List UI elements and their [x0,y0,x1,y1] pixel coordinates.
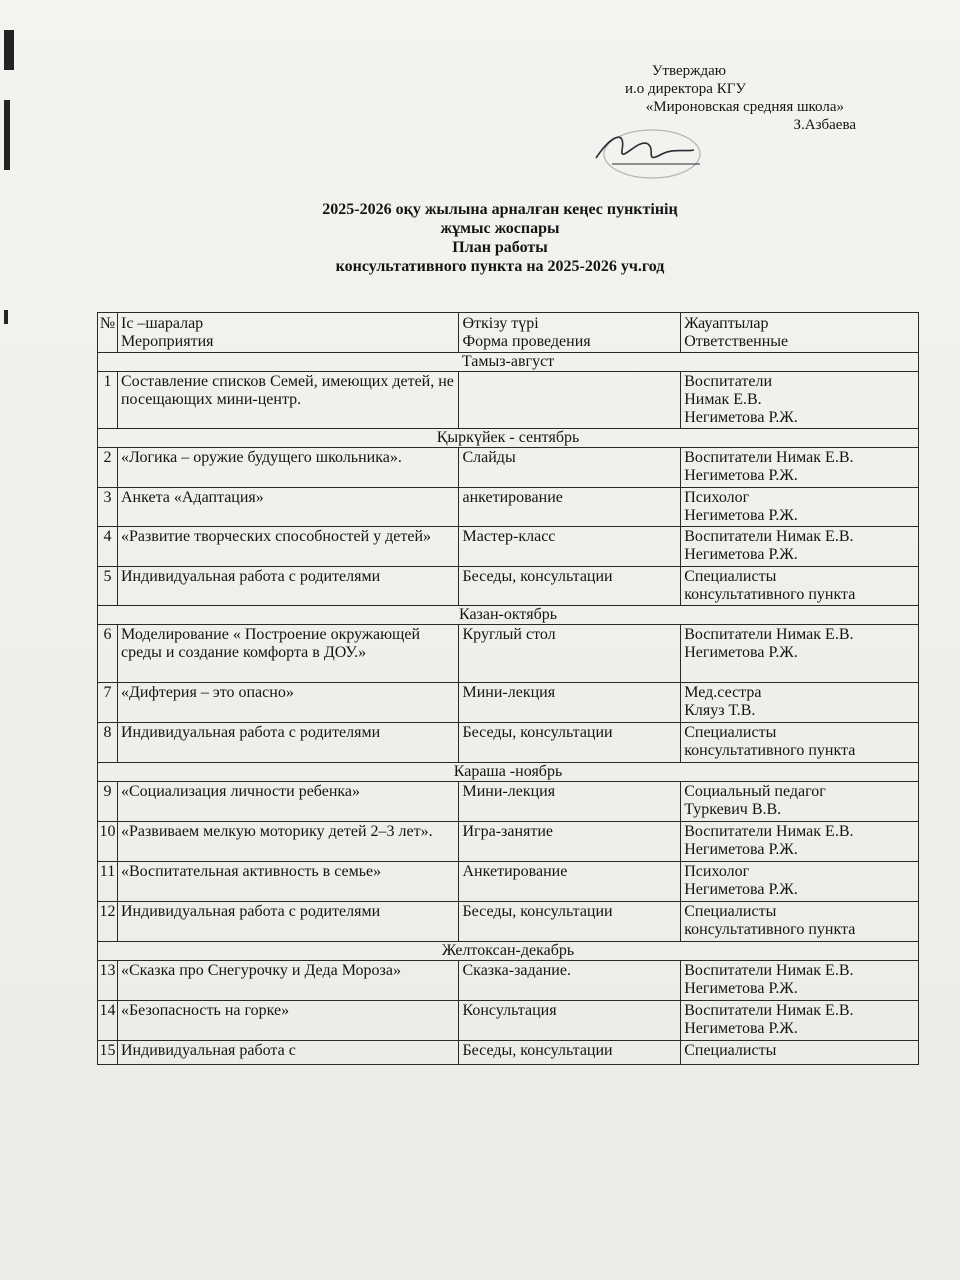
responsible-cell: Специалисты [681,1041,919,1065]
row-number: 1 [98,372,118,429]
plan-table [97,312,919,1065]
table-row [98,782,919,822]
event-cell: Индивидуальная работа с родителями [117,723,459,763]
row-number: 7 [98,683,118,723]
month-label: Казан-октябрь [98,606,919,625]
responsible-cell: Специалисты консультативного пункта [681,567,919,606]
event-cell: Индивидуальная работа с [117,1041,459,1065]
event-cell: Составление списков Семей, имеющих детей, не посещающих мини-центр. [117,372,459,429]
table-row [98,961,919,1001]
responsible-cell: Специалисты консультативного пункта [681,902,919,942]
row-number: 3 [98,488,118,527]
form-cell: Беседы, консультации [459,1041,681,1065]
scan-edge-mark [4,30,14,70]
row-number: 12 [98,902,118,942]
responsible-cell: Воспитатели Нимак Е.В. Негиметова Р.Ж. [681,822,919,862]
table-row [98,567,919,606]
event-cell: Индивидуальная работа с родителями [117,567,459,606]
column-header: Өткізу түрі Форма проведения [459,313,681,353]
responsible-cell: Воспитатели Нимак Е.В. Негиметова Р.Ж. [681,372,919,429]
row-number: 10 [98,822,118,862]
table-row [98,625,919,683]
responsible-cell: Воспитатели Нимак Е.В. Негиметова Р.Ж. [681,1001,919,1041]
row-number: 9 [98,782,118,822]
event-cell: Индивидуальная работа с родителями [117,902,459,942]
scan-edge-mark [4,310,8,324]
responsible-cell: Воспитатели Нимак Е.В. Негиметова Р.Ж. [681,961,919,1001]
title-line: консультативного пункта на 2025-2026 уч.год [335,258,665,275]
table-row [98,448,919,488]
column-header: № [98,313,118,353]
form-cell: Слайды [459,448,681,488]
responsible-cell: Воспитатели Нимак Е.В. Негиметова Р.Ж. [681,625,919,683]
form-cell: Беседы, консультации [459,567,681,606]
month-row [98,606,919,625]
row-number: 4 [98,527,118,567]
approval-line: и.о директора КГУ [625,81,746,97]
event-cell: «Безопасность на горке» [117,1001,459,1041]
month-row [98,942,919,961]
form-cell: Мини-лекция [459,782,681,822]
table-row [98,723,919,763]
approval-line: Утверждаю [651,63,726,79]
table-row [98,862,919,902]
month-label: Желтоксан-декабрь [98,942,919,961]
month-label: Караша -ноябрь [98,763,919,782]
form-cell: Мини-лекция [459,683,681,723]
month-label: Тамыз-август [98,353,919,372]
column-header: Жауаптылар Ответственные [681,313,919,353]
form-cell: Игра-занятие [459,822,681,862]
form-cell: Беседы, консультации [459,902,681,942]
event-cell: Анкета «Адаптация» [117,488,459,527]
form-cell [459,372,681,429]
form-cell: Сказка-задание. [459,961,681,1001]
form-cell: анкетирование [459,488,681,527]
event-cell: «Воспитательная активность в семье» [117,862,459,902]
title-line: План работы [452,239,548,256]
page-bottom [0,1150,960,1280]
row-number: 6 [98,625,118,683]
row-number: 11 [98,862,118,902]
responsible-cell: Мед.сестра Кляуз Т.В. [681,683,919,723]
responsible-cell: Социальный педагог Туркевич В.В. [681,782,919,822]
month-row [98,429,919,448]
approval-line: З.Азбаева [793,117,856,133]
row-number: 2 [98,448,118,488]
event-cell: «Дифтерия – это опасно» [117,683,459,723]
table-row [98,1041,919,1065]
table-row [98,488,919,527]
event-cell: «Развиваем мелкую моторику детей 2–3 лет». [117,822,459,862]
event-cell: «Логика – оружие будущего школьника». [117,448,459,488]
approval-line: «Мироновская средняя школа» [645,99,844,115]
table-row [98,527,919,567]
row-number: 8 [98,723,118,763]
responsible-cell: Психолог Негиметова Р.Ж. [681,488,919,527]
column-header: Іс –шаралар Мероприятия [117,313,459,353]
row-number: 14 [98,1001,118,1041]
row-number: 13 [98,961,118,1001]
event-cell: Моделирование « Построение окружающей среды и создание комфорта в ДОУ.» [117,625,459,683]
signature-stamp-icon [582,124,702,180]
title-line: жұмыс жоспары [440,220,560,237]
form-cell: Круглый стол [459,625,681,683]
document-title [230,200,770,276]
event-cell: «Развитие творческих способностей у детей» [117,527,459,567]
form-cell: Беседы, консультации [459,723,681,763]
event-cell: «Социализация личности ребенка» [117,782,459,822]
responsible-cell: Психолог Негиметова Р.Ж. [681,862,919,902]
form-cell: Консультация [459,1001,681,1041]
table-row [98,902,919,942]
table-header-row [98,313,919,353]
responsible-cell: Специалисты консультативного пункта [681,723,919,763]
month-row [98,353,919,372]
title-line: 2025-2026 оқу жылына арналған кеңес пунктінің [322,201,678,218]
responsible-cell: Воспитатели Нимак Е.В. Негиметова Р.Ж. [681,448,919,488]
month-row [98,763,919,782]
table-row [98,1001,919,1041]
responsible-cell: Воспитатели Нимак Е.В. Негиметова Р.Ж. [681,527,919,567]
scan-edge-mark [4,100,10,170]
row-number: 15 [98,1041,118,1065]
event-cell: «Сказка про Снегурочку и Деда Мороза» [117,961,459,1001]
form-cell: Мастер-класс [459,527,681,567]
month-label: Қыркүйек - сентябрь [98,429,919,448]
table-row [98,822,919,862]
form-cell: Анкетирование [459,862,681,902]
table-row [98,372,919,429]
row-number: 5 [98,567,118,606]
table-row [98,683,919,723]
